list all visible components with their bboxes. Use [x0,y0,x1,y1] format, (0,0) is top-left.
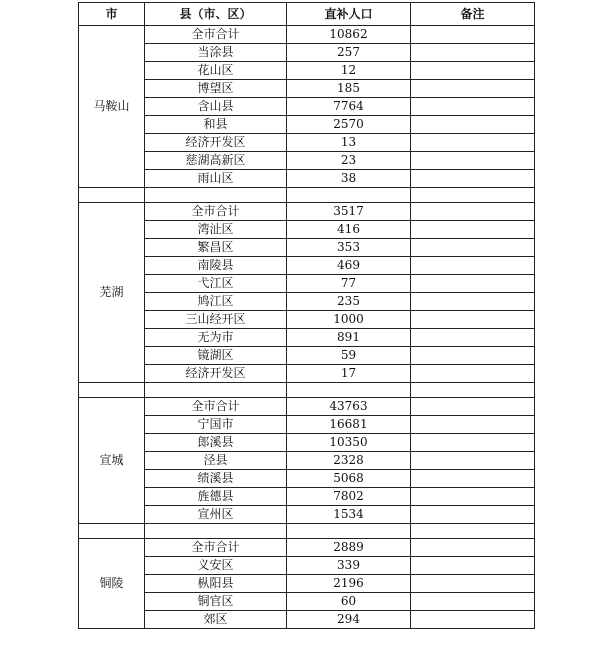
table-row [79,239,535,257]
table-row [79,539,535,557]
spacer-cell [145,188,287,203]
spacer-row [79,524,535,539]
population-table [78,2,535,629]
population-cell: 3517 [287,203,411,221]
county-cell: 湾沚区 [145,221,287,239]
county-cell: 博望区 [145,80,287,98]
remarks-cell [411,239,535,257]
population-cell: 7764 [287,98,411,116]
remarks-cell [411,257,535,275]
population-cell: 16681 [287,416,411,434]
remarks-cell [411,347,535,365]
remarks-cell [411,488,535,506]
county-cell: 和县 [145,116,287,134]
spacer-cell [411,188,535,203]
remarks-cell [411,221,535,239]
population-cell: 2328 [287,452,411,470]
county-cell: 弋江区 [145,275,287,293]
remarks-cell [411,329,535,347]
remarks-cell [411,152,535,170]
county-cell: 郎溪县 [145,434,287,452]
table-row [79,347,535,365]
spacer-cell [287,383,411,398]
table-row [79,134,535,152]
spacer-cell [411,524,535,539]
table-row [79,26,535,44]
remarks-cell [411,611,535,629]
remarks-cell [411,365,535,383]
remarks-cell [411,275,535,293]
spacer-cell [79,188,145,203]
header-row [79,3,535,26]
county-cell: 全市合计 [145,539,287,557]
spacer-cell [287,188,411,203]
county-cell: 繁昌区 [145,239,287,257]
county-cell: 枞阳县 [145,575,287,593]
table-row [79,593,535,611]
table-row [79,98,535,116]
header-city: 市 [79,3,145,26]
population-cell: 38 [287,170,411,188]
county-cell: 旌德县 [145,488,287,506]
table-row [79,506,535,524]
county-cell: 无为市 [145,329,287,347]
county-cell: 慈湖高新区 [145,152,287,170]
population-cell: 43763 [287,398,411,416]
county-cell: 宣州区 [145,506,287,524]
table-row [79,293,535,311]
county-cell: 鸠江区 [145,293,287,311]
population-cell: 7802 [287,488,411,506]
spacer-cell [411,383,535,398]
population-cell: 10350 [287,434,411,452]
population-cell: 469 [287,257,411,275]
remarks-cell [411,506,535,524]
county-cell: 绩溪县 [145,470,287,488]
table-row [79,416,535,434]
remarks-cell [411,203,535,221]
remarks-cell [411,557,535,575]
table-body [79,26,535,629]
spacer-cell [145,524,287,539]
header-population: 直补人口 [287,3,411,26]
population-cell: 1534 [287,506,411,524]
table-row [79,557,535,575]
remarks-cell [411,62,535,80]
population-cell: 294 [287,611,411,629]
county-cell: 雨山区 [145,170,287,188]
header-county: 县（市、区） [145,3,287,26]
table-row [79,611,535,629]
county-cell: 花山区 [145,62,287,80]
population-cell: 10862 [287,26,411,44]
population-cell: 416 [287,221,411,239]
spacer-row [79,188,535,203]
table-row [79,221,535,239]
remarks-cell [411,170,535,188]
spacer-cell [79,524,145,539]
spacer-cell [79,383,145,398]
county-cell: 当涂县 [145,44,287,62]
population-cell: 2570 [287,116,411,134]
remarks-cell [411,452,535,470]
table-row [79,44,535,62]
population-cell: 353 [287,239,411,257]
table-row [79,80,535,98]
remarks-cell [411,539,535,557]
city-cell: 宣城 [79,398,145,524]
population-cell: 2889 [287,539,411,557]
table-row [79,62,535,80]
table-row [79,257,535,275]
remarks-cell [411,593,535,611]
population-cell: 235 [287,293,411,311]
county-cell: 含山县 [145,98,287,116]
population-cell: 59 [287,347,411,365]
remarks-cell [411,575,535,593]
table-row [79,170,535,188]
city-cell: 马鞍山 [79,26,145,188]
county-cell: 三山经开区 [145,311,287,329]
remarks-cell [411,398,535,416]
table-row [79,488,535,506]
county-cell: 全市合计 [145,26,287,44]
table-row [79,152,535,170]
population-cell: 17 [287,365,411,383]
spacer-cell [145,383,287,398]
table-row [79,329,535,347]
table-row [79,470,535,488]
county-cell: 义安区 [145,557,287,575]
remarks-cell [411,98,535,116]
county-cell: 全市合计 [145,203,287,221]
remarks-cell [411,293,535,311]
table-row [79,575,535,593]
remarks-cell [411,470,535,488]
table-row [79,116,535,134]
population-cell: 185 [287,80,411,98]
county-cell: 铜官区 [145,593,287,611]
table-row [79,365,535,383]
county-cell: 经济开发区 [145,365,287,383]
remarks-cell [411,80,535,98]
table-row [79,311,535,329]
table-row [79,203,535,221]
county-cell: 镜湖区 [145,347,287,365]
city-cell: 铜陵 [79,539,145,629]
county-cell: 南陵县 [145,257,287,275]
county-cell: 郊区 [145,611,287,629]
remarks-cell [411,134,535,152]
table-row [79,452,535,470]
spacer-cell [287,524,411,539]
population-cell: 12 [287,62,411,80]
population-cell: 1000 [287,311,411,329]
population-cell: 891 [287,329,411,347]
remarks-cell [411,416,535,434]
county-cell: 泾县 [145,452,287,470]
spacer-row [79,383,535,398]
table-row [79,275,535,293]
population-cell: 60 [287,593,411,611]
population-cell: 5068 [287,470,411,488]
table-row [79,398,535,416]
table-row [79,434,535,452]
population-cell: 2196 [287,575,411,593]
remarks-cell [411,44,535,62]
population-cell: 77 [287,275,411,293]
remarks-cell [411,434,535,452]
remarks-cell [411,311,535,329]
county-cell: 经济开发区 [145,134,287,152]
county-cell: 全市合计 [145,398,287,416]
population-cell: 13 [287,134,411,152]
remarks-cell [411,116,535,134]
city-cell: 芜湖 [79,203,145,383]
population-cell: 257 [287,44,411,62]
remarks-cell [411,26,535,44]
header-remarks: 备注 [411,3,535,26]
population-cell: 339 [287,557,411,575]
county-cell: 宁国市 [145,416,287,434]
population-cell: 23 [287,152,411,170]
